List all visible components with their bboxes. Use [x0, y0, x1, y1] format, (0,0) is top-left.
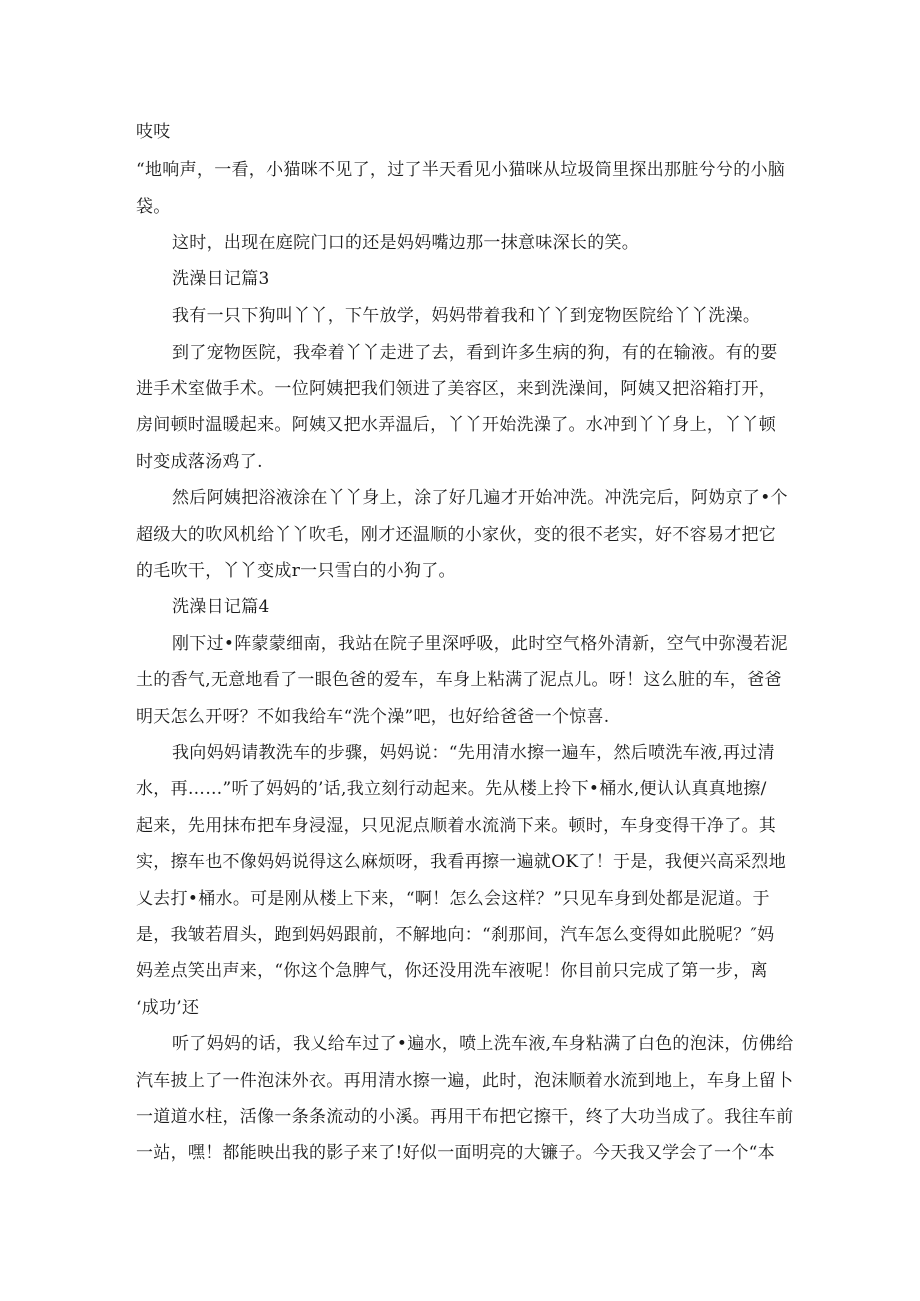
- text-line: 听了妈妈的话，我乂给车过了•遍水，喷上洗车液,车身粘满了白色的泡沫，仿佛给: [172, 1034, 794, 1054]
- text-line: 进手术室做手术。一位阿姨把我们领进了美容区，来到洗澡间，阿姨又把浴箱打开，: [136, 379, 777, 399]
- section-heading: 洗澡日记篇3: [172, 269, 270, 289]
- text-line: 实，擦车也不像妈妈说得这么麻烦呀，我看再擦一遍就OK了！于是，我便兴高采烈地: [136, 852, 787, 872]
- text-line: “地响声，一看，小猫咪不见了，过了半天看见小猫咪从垃圾筒里探出那脏兮兮的小脑: [136, 160, 786, 180]
- text-line: 起来，先用抹布把车身浸湿，只见泥点顺着水流淌下来。顿时，车身变得干净了。其: [136, 816, 777, 836]
- text-line: 袋。: [136, 197, 171, 217]
- text-line: 我向妈妈请教洗车的步骤，妈妈说：“先用清水擦一遍车，然后喷洗车液,再过清: [172, 743, 775, 763]
- text-line: 我有一只下狗叫丫丫，下午放学，妈妈带着我和丫丫到宠物医院给丫丫洗澡。: [172, 306, 761, 326]
- text-line: ‘成功’还: [136, 998, 200, 1018]
- text-line: 妈差点笑出声来，“你这个急脾气，你还没用洗车液呢！你目前只完成了第一步，离: [136, 961, 768, 981]
- text-line: 吱吱: [136, 122, 171, 142]
- text-line: 乂去打•桶水。可是刚从楼上下来，“啊！怎么会这样？”只见车身到处都是泥道。于: [136, 889, 770, 909]
- text-line: 刚下过•阵蒙蒙细南，我站在院子里深呼吸，此时空气格外清新，空气中弥漫若泥: [172, 634, 788, 654]
- text-line: 土的香气,无意地看了一眼色爸的爱车，车身上粘满了泥点儿。呀！这么脏的车，爸爸: [136, 670, 782, 690]
- text-line: 是，我皱若眉头，跑到妈妈跟前，不解地向：“刹那间，汽车怎么变得如此脱呢？″妈: [136, 925, 775, 945]
- text-line: 房间顿时温暖起来。阿姨又把水弄温后，丫丫开始洗澡了。水冲到丫丫身上，丫丫顿: [136, 415, 777, 435]
- text-line: 的毛吹干，丫丫变成r一只雪白的小狗了。: [136, 561, 456, 581]
- text-line: 到了宠物医院，我牵着丫丫走进了去，看到许多生病的狗，有的在输液。有的要: [172, 343, 778, 363]
- text-line: 明天怎么开呀？不如我给车“洗个澡”吧，也好给爸爸一个惊喜.: [136, 707, 610, 727]
- text-line: 一道道水柱，活像一条条流动的小溪。再用干布把它擦干，终了大功当成了。我往车前: [136, 1107, 794, 1127]
- text-line: 水，再……”听了妈妈的’话,我立刻行动起来。先从楼上拎下•桶水,便认认真真地擦/: [136, 779, 767, 799]
- text-line: 这时，出现在庭院门口的还是妈妈嘴边那一抹意味深长的笑。: [172, 233, 640, 253]
- text-line: 然后阿姨把浴液涂在丫丫身上，涂了好几遍才开始冲洗。冲洗完后，阿妫京了•个: [172, 488, 788, 508]
- section-heading: 洗澡日记篇4: [172, 597, 270, 617]
- text-line: 超级大的吹风机给丫丫吹毛，刚才还温顺的小家伙，变的很不老实，好不容易才把它: [136, 525, 777, 545]
- text-line: 汽车披上了一件泡沫外衣。再用清水擦一遍，此时，泡沫顺着水流到地上，车身上留卜: [136, 1071, 794, 1091]
- text-line: 一站，嘿！都能映出我的影子来了!好似一面明亮的大镰子。今天我又学会了一个“本: [136, 1143, 775, 1163]
- text-line: 时变成落汤鸡了.: [136, 452, 263, 472]
